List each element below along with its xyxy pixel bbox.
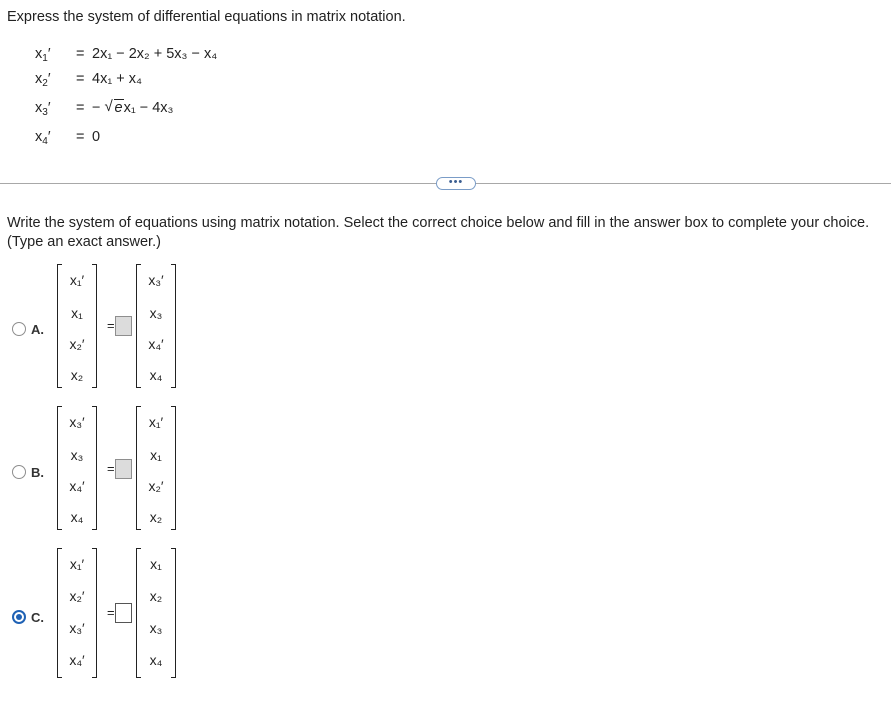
equation-1-equals: = [76, 46, 85, 62]
option-c-answer-box[interactable] [115, 603, 132, 623]
vector-entry: x₃′ [69, 620, 85, 636]
option-b-left-vector [57, 406, 97, 530]
option-c-left-vector [57, 548, 97, 678]
equation-1-rhs: 2x₁ − 2x₂ + 5x₃ − x₄ [92, 46, 218, 62]
equation-3-equals: = [76, 100, 85, 116]
instruction-subtext: (Type an exact answer.) [7, 234, 161, 250]
vector-entry: x₁ [150, 447, 162, 463]
vector-entry: x₁′ [148, 414, 164, 430]
vector-entry: x₃ [149, 305, 163, 321]
option-a-left-vector [57, 264, 97, 388]
vector-entry: x₄ [149, 367, 163, 383]
option-b-answer-box[interactable] [115, 459, 132, 479]
vector-entry: x₂′ [148, 478, 164, 494]
option-b-radio[interactable] [12, 465, 26, 479]
vector-entry: x₂′ [69, 588, 85, 604]
option-b-equals: = [107, 461, 115, 476]
vector-entry: x₂ [149, 509, 163, 525]
option-c-radio[interactable] [12, 610, 26, 624]
equation-2-equals: = [76, 71, 85, 87]
equation-4-lhs: $x_4'$ [35, 129, 51, 147]
option-c-label[interactable]: C. [31, 610, 44, 625]
equation-2-rhs: 4x₁ + x₄ [92, 71, 142, 87]
equation-2-lhs: $x_2'$ [35, 71, 51, 89]
option-b-right-vector [136, 406, 176, 530]
question-prompt: Express the system of differential equations in matrix notation. [7, 9, 406, 25]
vector-entry: x₁′ [69, 556, 85, 572]
option-a-radio[interactable] [12, 322, 26, 336]
square-root-symbol: √ e [105, 100, 124, 116]
vector-entry: x₁′ [69, 272, 85, 288]
vector-entry: x₃′ [148, 272, 164, 288]
vector-entry: x₁ [71, 305, 83, 321]
more-options-button[interactable]: ••• [436, 177, 476, 190]
equation-4-rhs: 0 [92, 129, 101, 145]
vector-entry: x₄ [149, 652, 163, 668]
equation-1-lhs: $x_1'$ [35, 46, 51, 64]
vector-entry: x₄′ [69, 478, 85, 494]
option-a-equals: = [107, 318, 115, 333]
instruction-text: Write the system of equations using matrix notation. Select the correct choice below and fill in the answer box to complete your choice. [7, 215, 870, 231]
option-a-label[interactable]: A. [31, 322, 44, 337]
vector-entry: x₃′ [69, 414, 85, 430]
vector-entry: x₂ [149, 588, 163, 604]
option-a-answer-box[interactable] [115, 316, 132, 336]
option-a-right-vector [136, 264, 176, 388]
option-c-equals: = [107, 605, 115, 620]
vector-entry: x₄′ [69, 652, 85, 668]
vector-entry: x₂′ [69, 336, 85, 352]
equation-4-equals: = [76, 129, 85, 145]
vector-entry: x₃ [149, 620, 163, 636]
vector-entry: x₄′ [148, 336, 164, 352]
option-c-right-vector [136, 548, 176, 678]
vector-entry: x₃ [70, 447, 84, 463]
option-b-label[interactable]: B. [31, 465, 44, 480]
equation-3-rhs: − √ ex₁ − 4x₃ [92, 100, 173, 116]
vector-entry: x₂ [70, 367, 84, 383]
vector-entry: x₁ [150, 556, 162, 572]
equation-3-lhs: $x_3'$ [35, 100, 51, 118]
vector-entry: x₄ [70, 509, 84, 525]
